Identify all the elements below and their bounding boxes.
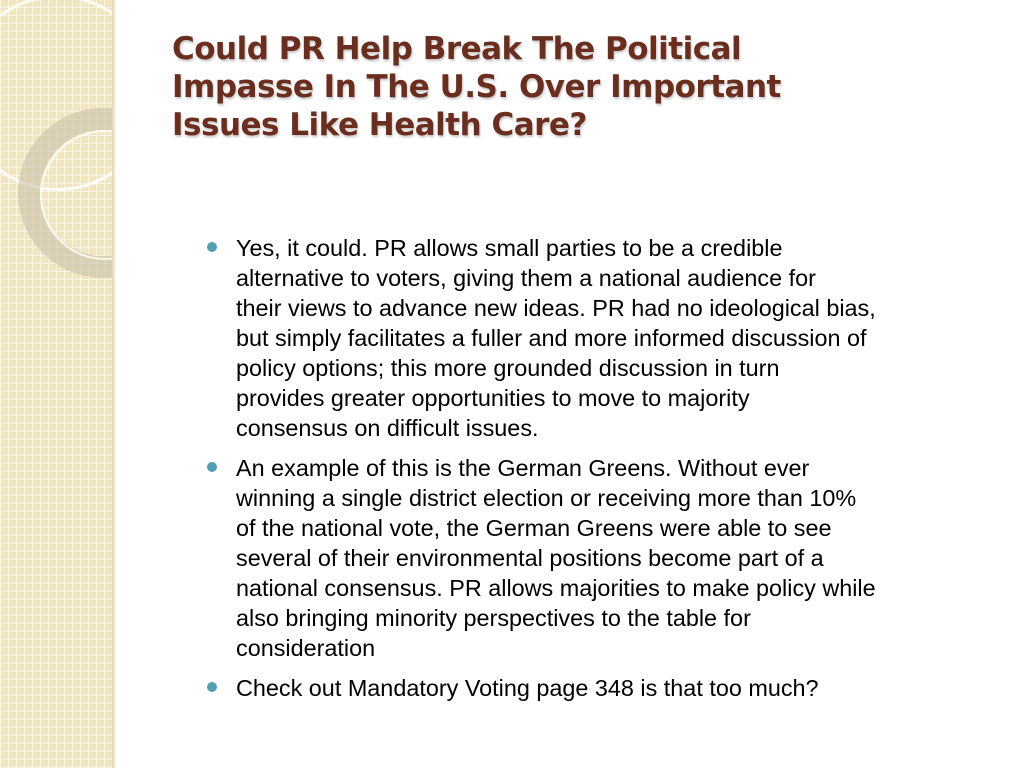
bullet-line: consideration	[236, 635, 376, 661]
bullet-item	[206, 453, 1018, 663]
bullet-text	[236, 673, 1018, 703]
bullet-line: their views to advance new ideas. PR had no ideological bias,	[236, 295, 876, 321]
bullet-line: provides greater opportunities to move to majority	[236, 385, 750, 411]
side-band-edge	[112, 0, 115, 768]
bullet-line: Check out Mandatory Voting page 348 is that too much?	[236, 675, 819, 701]
slide-title-line: Issues Like Health Care?	[172, 107, 587, 144]
slide-title	[172, 30, 932, 144]
bullet-icon	[207, 682, 217, 692]
bullet-text	[236, 453, 1018, 663]
bullet-line: winning a single district election or receiving more than 10%	[236, 485, 857, 511]
bullet-item	[206, 673, 1018, 703]
slide-title-line: Could PR Help Break The Political	[172, 31, 742, 67]
bullet-line: policy options; this more grounded discussion in turn	[236, 355, 780, 381]
bullet-line: but simply facilitates a fuller and more informed discussion of	[236, 325, 867, 351]
bullet-line: Yes, it could. PR allows small parties to be a credible	[236, 235, 783, 261]
bullet-text	[236, 233, 1018, 443]
slide-title-line: Impasse In The U.S. Over Important	[172, 69, 781, 106]
bullet-list	[206, 233, 1018, 713]
bullet-item	[206, 233, 1018, 443]
bullet-line: national consensus. PR allows majorities to make policy while	[236, 575, 876, 601]
bullet-line: An example of this is the German Greens. Without ever	[236, 455, 810, 481]
bullet-line: several of their environmental positions become part of a	[236, 545, 824, 571]
decorative-side-band	[0, 0, 112, 768]
bullet-line: consensus on difficult issues.	[236, 415, 539, 441]
bullet-line: also bringing minority perspectives to the table for	[236, 605, 751, 631]
bullet-icon	[207, 242, 217, 252]
bullet-icon	[207, 462, 217, 472]
bullet-line: alternative to voters, giving them a national audience for	[236, 265, 816, 291]
bullet-line: of the national vote, the German Greens were able to see	[236, 515, 832, 541]
